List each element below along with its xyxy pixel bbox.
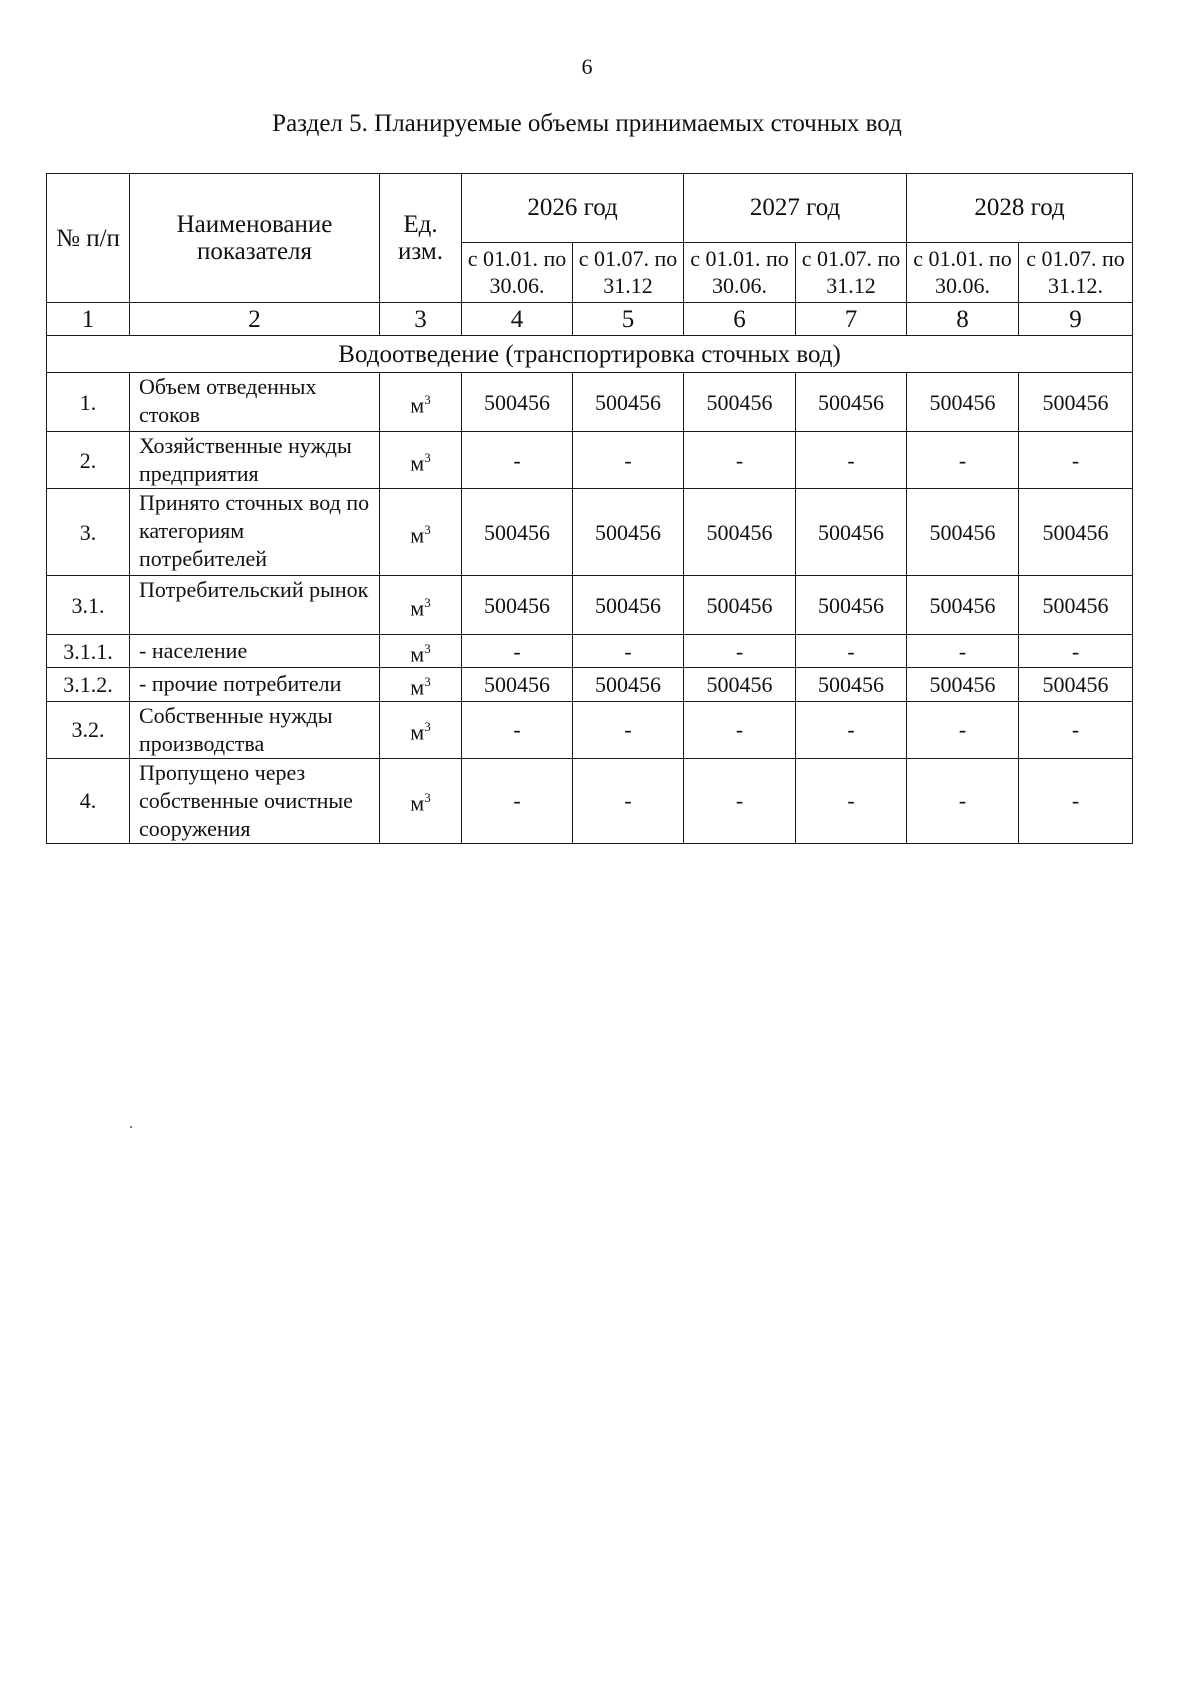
row-indicator-name: Объем отведенных стоков (130, 373, 380, 432)
row-unit (380, 701, 462, 758)
row-value: 500456 (573, 668, 684, 701)
row-value: - (573, 701, 684, 758)
unit-exponent: 3 (424, 719, 431, 735)
table-row (47, 758, 1133, 843)
row-number: 3.1. (47, 576, 130, 635)
row-indicator-name: - население (130, 635, 380, 668)
header-year-2027: 2027 год (684, 174, 907, 243)
row-indicator-name: Принято сточных вод по категориям потребителей (130, 489, 380, 576)
row-number: 3.2. (47, 701, 130, 758)
row-number: 3. (47, 489, 130, 576)
section-row (47, 336, 1133, 373)
row-value: - (462, 432, 573, 489)
header-unit: Ед. изм. (380, 174, 462, 303)
row-value: - (462, 758, 573, 843)
row-indicator-name: Хозяйственные нужды предприятия (130, 432, 380, 489)
column-number: 1 (47, 303, 130, 336)
row-value: - (1019, 758, 1133, 843)
unit-exponent: 3 (424, 674, 431, 690)
page-number: 6 (581, 54, 593, 79)
row-value: - (573, 432, 684, 489)
header-name: Наименование показателя (130, 174, 380, 303)
row-value: - (684, 635, 796, 668)
row-unit (380, 635, 462, 668)
unit-base: м (410, 674, 425, 700)
header-year-2028: 2028 год (907, 174, 1133, 243)
row-value: 500456 (462, 668, 573, 701)
planned-volumes-table (46, 173, 1133, 844)
row-value: - (907, 758, 1019, 843)
row-value: 500456 (907, 668, 1019, 701)
unit-exponent: 3 (424, 594, 431, 610)
row-value: 500456 (462, 489, 573, 576)
unit-base: м (410, 522, 425, 548)
row-number: 4. (47, 758, 130, 843)
header-period: с 01.07. по 31.12 (796, 242, 907, 302)
header-row-years (47, 174, 1133, 243)
row-value: - (907, 701, 1019, 758)
row-indicator-name: Потребительский рынок (130, 576, 380, 635)
unit-base: м (410, 450, 425, 476)
row-value: - (462, 701, 573, 758)
row-number: 3.1.2. (47, 668, 130, 701)
column-number: 2 (130, 303, 380, 336)
row-value: - (573, 635, 684, 668)
unit-exponent: 3 (424, 449, 431, 465)
unit-base: м (410, 719, 425, 745)
header-period: с 01.01. по 30.06. (907, 242, 1019, 302)
row-value: 500456 (684, 668, 796, 701)
row-value: - (684, 701, 796, 758)
row-unit (380, 432, 462, 489)
row-value: 500456 (907, 576, 1019, 635)
column-number: 4 (462, 303, 573, 336)
table-row (47, 635, 1133, 668)
row-value: - (573, 758, 684, 843)
column-number-row (47, 303, 1133, 336)
section-heading: Водоотведение (транспортировка сточных вод) (47, 336, 1133, 373)
column-number: 3 (380, 303, 462, 336)
row-value: 500456 (796, 373, 907, 432)
row-unit (380, 576, 462, 635)
row-value: 500456 (462, 373, 573, 432)
row-value: 500456 (684, 489, 796, 576)
row-value: 500456 (907, 489, 1019, 576)
table-row (47, 489, 1133, 576)
column-number: 8 (907, 303, 1019, 336)
row-value: 500456 (684, 373, 796, 432)
row-number: 3.1.1. (47, 635, 130, 668)
row-value: - (796, 432, 907, 489)
row-unit (380, 489, 462, 576)
column-number: 7 (796, 303, 907, 336)
unit-base: м (410, 595, 425, 621)
row-value: - (1019, 432, 1133, 489)
row-number: 1. (47, 373, 130, 432)
row-value: 500456 (796, 489, 907, 576)
column-number: 5 (573, 303, 684, 336)
section-title: Раздел 5. Планируемые объемы принимаемых сточных вод (272, 110, 902, 137)
row-value: - (684, 432, 796, 489)
row-value: - (462, 635, 573, 668)
table-row (47, 373, 1133, 432)
row-indicator-name: Собственные нужды производства (130, 701, 380, 758)
header-num: № п/п (47, 174, 130, 303)
row-value: 500456 (1019, 489, 1133, 576)
row-value: 500456 (796, 668, 907, 701)
scan-speck (130, 1126, 132, 1128)
row-indicator-name: - прочие потребители (130, 668, 380, 701)
table-row (47, 701, 1133, 758)
table-body (47, 174, 1133, 844)
row-value: - (1019, 635, 1133, 668)
unit-exponent: 3 (424, 790, 431, 806)
header-year-2026: 2026 год (462, 174, 684, 243)
header-period: с 01.07. по 31.12 (573, 242, 684, 302)
column-number: 9 (1019, 303, 1133, 336)
unit-base: м (410, 392, 425, 418)
row-value: - (684, 758, 796, 843)
row-value: 500456 (907, 373, 1019, 432)
row-value: - (907, 432, 1019, 489)
table-row (47, 432, 1133, 489)
row-unit (380, 668, 462, 701)
header-period: с 01.01. по 30.06. (462, 242, 573, 302)
row-value: 500456 (462, 576, 573, 635)
row-value: - (907, 635, 1019, 668)
row-value: 500456 (796, 576, 907, 635)
unit-exponent: 3 (424, 391, 431, 407)
row-value: - (796, 701, 907, 758)
row-unit (380, 758, 462, 843)
row-unit (380, 373, 462, 432)
unit-base: м (410, 641, 425, 667)
header-period: с 01.07. по 31.12. (1019, 242, 1133, 302)
unit-base: м (410, 790, 425, 816)
row-value: 500456 (1019, 668, 1133, 701)
row-value: 500456 (573, 576, 684, 635)
row-value: - (796, 758, 907, 843)
column-number: 6 (684, 303, 796, 336)
row-number: 2. (47, 432, 130, 489)
row-value: 500456 (1019, 373, 1133, 432)
header-period: с 01.01. по 30.06. (684, 242, 796, 302)
row-value: - (796, 635, 907, 668)
unit-exponent: 3 (424, 521, 431, 537)
row-value: 500456 (1019, 576, 1133, 635)
row-value: 500456 (573, 489, 684, 576)
row-indicator-name: Пропущено через собственные очистные сооружения (130, 758, 380, 843)
unit-exponent: 3 (424, 641, 431, 656)
row-value: 500456 (684, 576, 796, 635)
table-row (47, 668, 1133, 701)
row-value: 500456 (573, 373, 684, 432)
table-row (47, 576, 1133, 635)
row-value: - (1019, 701, 1133, 758)
